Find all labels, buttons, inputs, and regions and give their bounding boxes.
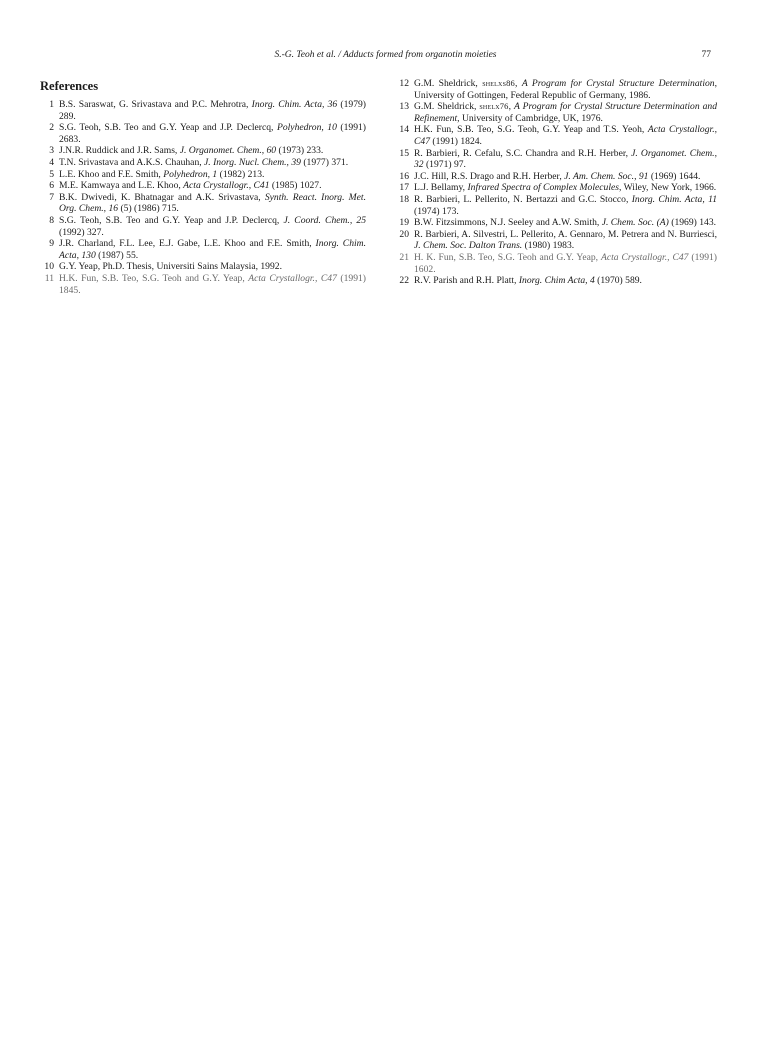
reference-details: (1977) 371. [300, 156, 349, 168]
reference-item [394, 78, 717, 101]
reference-authors: T.N. Srivastava and A.K.S. Chauhan, [59, 156, 205, 168]
reference-authors: R. Barbieri, L. Pellerito, N. Bertazzi and G.C. Stocco, [414, 193, 632, 205]
reference-authors: H.K. Fun, S.B. Teo, S.G. Teoh and G.Y. Yeap, [59, 272, 249, 284]
reference-number: 10 [44, 261, 54, 273]
reference-number: 19 [399, 217, 409, 229]
reference-journal: Acta Crystallogr., C47 [601, 251, 689, 263]
reference-number: 21 [399, 251, 409, 263]
reference-list-right [394, 78, 717, 287]
running-head [0, 47, 771, 63]
reference-details: (1991) 1845. [59, 272, 366, 296]
running-title: S.-G. Teoh et al. / Adducts formed from organotin moieties [274, 50, 497, 60]
reference-item [40, 122, 366, 145]
reference-item [40, 273, 366, 296]
reference-journal: Inorg. Chim. Acta, 11 [631, 193, 717, 205]
reference-number: 5 [49, 168, 54, 180]
reference-item [40, 215, 366, 238]
reference-journal: J. Organomet. Chem., 60 [179, 145, 277, 157]
reference-number: 11 [44, 272, 54, 284]
reference-journal: J. Inorg. Nucl. Chem., 39 [204, 156, 301, 168]
reference-authors: J.N.R. Ruddick and J.R. Sams, [59, 145, 180, 157]
reference-separator: , [515, 78, 522, 89]
reference-details: (1970) 589. [594, 275, 642, 287]
reference-item [40, 238, 366, 261]
reference-journal: J. Chem. Soc. (A) [601, 217, 669, 229]
reference-item [394, 229, 717, 252]
reference-item [394, 148, 717, 171]
reference-details: (1979) 289. [59, 99, 366, 122]
reference-journal: Synth. React. Inorg. Met. Org. Chem., 16 [59, 191, 366, 215]
reference-details: (1985) 1027. [269, 180, 322, 192]
reference-authors: J.C. Hill, R.S. Drago and R.H. Herber, [414, 170, 565, 182]
reference-details: (1974) 173. [414, 205, 459, 217]
reference-details: , University of Gottingen, Federal Republic of Germany, 1986. [414, 78, 717, 101]
reference-authors: B.S. Saraswat, G. Srivastava and P.C. Mehrotra, [59, 99, 252, 110]
page-number: 77 [701, 50, 711, 60]
reference-details: (1969) 143. [668, 217, 717, 229]
reference-item [394, 124, 717, 147]
reference-number: 1 [49, 99, 54, 110]
reference-number: 2 [49, 122, 54, 134]
reference-journal: J. Am. Chem. Soc., 91 [564, 170, 649, 182]
reference-details: (1991) 2683. [59, 122, 367, 145]
reference-details: (1992) 327. [59, 226, 104, 238]
reference-journal: J. Coord. Chem., 25 [283, 214, 366, 226]
reference-item [40, 157, 366, 169]
reference-authors: G.M. Sheldrick, [414, 101, 480, 113]
reference-details: (1982) 213. [217, 168, 265, 180]
reference-item [40, 145, 366, 157]
reference-journal: Acta Crystallogr., C47 [414, 124, 717, 147]
reference-number: 6 [49, 180, 54, 192]
reference-journal: Inorg. Chim Acta, 4 [518, 275, 595, 287]
reference-authors: L.E. Khoo and F.E. Smith, [59, 168, 164, 180]
right-column [394, 78, 717, 287]
reference-program-name: shelx76 [479, 101, 509, 112]
reference-authors: G.Y. Yeap, Ph.D. Thesis, Universiti Sains Malaysia, 1992. [59, 261, 282, 273]
reference-details: (1980) 1983. [522, 240, 575, 252]
reference-journal: J. Organomet. Chem., 32 [414, 147, 717, 171]
reference-number: 13 [399, 101, 409, 113]
reference-authors: R. Barbieri, R. Cefalu, S.C. Chandra and R.H. Herber, [414, 147, 632, 159]
reference-journal: Polyhedron, 1 [163, 168, 218, 180]
reference-number: 16 [399, 170, 409, 182]
reference-authors: H.K. Fun, S.B. Teo, S.G. Teoh, G.Y. Yeap and T.S. Yeoh, [414, 124, 648, 136]
reference-number: 18 [399, 193, 409, 205]
reference-journal: Inorg. Chim. Acta, 130 [59, 238, 366, 261]
reference-separator: , [508, 101, 515, 113]
reference-number: 14 [399, 124, 409, 136]
reference-item [394, 275, 717, 287]
reference-title: A Program for Crystal Structure Determination [521, 78, 715, 89]
reference-details: (1991) 1602. [414, 251, 717, 275]
reference-number: 17 [399, 182, 409, 194]
reference-details: (1971) 97. [423, 159, 466, 171]
reference-authors: R.V. Parish and R.H. Platt, [414, 275, 519, 287]
reference-number: 3 [49, 145, 54, 157]
reference-title: Infrared Spectra of Complex Molecules [467, 182, 619, 194]
reference-authors: L.J. Bellamy, [414, 182, 468, 194]
reference-authors: S.G. Teoh, S.B. Teo and G.Y. Yeap and J.P. Declercq, [59, 214, 284, 226]
reference-details: (1987) 55. [95, 249, 139, 261]
reference-journal: Inorg. Chim. Acta, 36 [251, 99, 338, 110]
reference-journal: Polyhedron, 10 [276, 122, 337, 134]
reference-authors: J.R. Charland, F.L. Lee, E.J. Gabe, L.E. Khoo and F.E. Smith, [59, 238, 316, 250]
reference-details: , University of Cambridge, UK, 1976. [457, 112, 603, 124]
reference-authors: B.K. Dwivedi, K. Bhatnagar and A.K. Srivastava, [59, 191, 265, 203]
reference-journal: Acta Crystallogr., C41 [183, 180, 270, 192]
reference-details: (1991) 1824. [430, 135, 482, 147]
reference-authors: G.M. Sheldrick, [414, 78, 483, 89]
reference-details: (5) (1986) 715. [118, 203, 179, 215]
reference-title: A Program for Crystal Structure Determination and Refinement [414, 101, 718, 124]
reference-authors: H. K. Fun, S.B. Teo, S.G. Teoh and G.Y. Yeap, [414, 251, 601, 263]
reference-number: 8 [49, 214, 54, 226]
reference-details: (1969) 1644. [648, 170, 701, 182]
reference-number: 9 [49, 238, 54, 250]
reference-item [394, 182, 717, 194]
reference-number: 15 [399, 147, 409, 159]
reference-number: 22 [399, 275, 409, 287]
reference-journal: Acta Crystallogr., C47 [248, 272, 337, 284]
reference-number: 7 [49, 191, 54, 203]
references-heading: References [40, 79, 99, 93]
reference-authors: S.G. Teoh, S.B. Teo and G.Y. Yeap and J.P. Declercq, [59, 122, 277, 134]
reference-number: 12 [399, 78, 409, 89]
reference-item [394, 171, 717, 183]
reference-details: (1973) 233. [276, 145, 324, 157]
reference-item [394, 101, 717, 124]
reference-item [40, 169, 366, 181]
reference-authors: M.E. Kamwaya and L.E. Khoo, [59, 180, 184, 192]
reference-item [394, 217, 717, 229]
reference-item [40, 180, 366, 192]
reference-item [40, 261, 366, 273]
reference-list-left [40, 99, 366, 296]
reference-authors: R. Barbieri, A. Silvestri, L. Pellerito, A. Gennaro, M. Petrera and N. Burriesci, [414, 228, 717, 240]
left-column [40, 78, 366, 296]
reference-number: 4 [49, 156, 54, 168]
reference-authors: B.W. Fitzsimmons, N.J. Seeley and A.W. Smith, [414, 217, 602, 229]
reference-details: , Wiley, New York, 1966. [618, 182, 717, 194]
reference-program-name: shelxs86 [482, 78, 516, 88]
reference-item [40, 192, 366, 215]
reference-number: 20 [399, 228, 409, 240]
reference-item [394, 194, 717, 217]
reference-item [40, 99, 366, 122]
reference-journal: J. Chem. Soc. Dalton Trans. [414, 240, 523, 252]
reference-item [394, 252, 717, 275]
